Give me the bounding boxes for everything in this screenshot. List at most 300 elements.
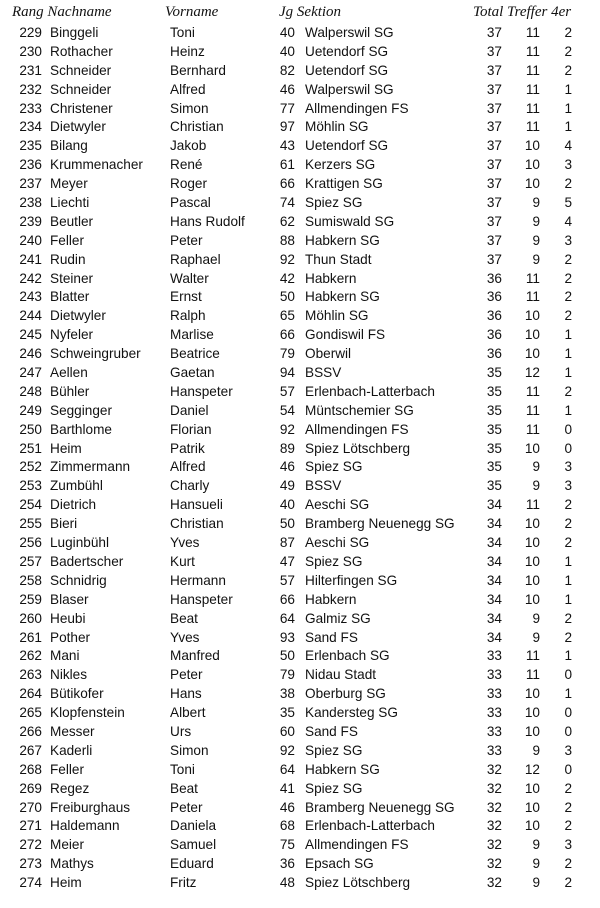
table-row xyxy=(0,685,600,704)
table-row xyxy=(0,704,600,723)
table-row xyxy=(0,100,600,119)
nachname-cell: Freiburghaus xyxy=(50,799,131,815)
vorname-cell: Manfred xyxy=(170,648,220,664)
sektion-cell: Spiez SG xyxy=(305,553,363,569)
sektion-cell: Oberburg SG xyxy=(305,686,386,702)
nachname-cell: Bühler xyxy=(50,383,90,399)
rang-cell: 272 xyxy=(19,837,42,853)
total-cell: 35 xyxy=(486,459,502,475)
nachname-cell: Schneider xyxy=(50,62,112,78)
rang-cell: 261 xyxy=(19,629,42,645)
table-row xyxy=(0,251,600,270)
total-cell: 37 xyxy=(486,157,502,173)
jahrgang-cell: 40 xyxy=(279,497,295,513)
header-vorname: Vorname xyxy=(165,4,219,20)
sektion-cell: Walperswil SG xyxy=(305,25,394,40)
vorname-cell: Peter xyxy=(170,667,203,683)
total-cell: 36 xyxy=(486,270,502,286)
rang-cell: 229 xyxy=(19,25,42,40)
treffer-cell: 9 xyxy=(532,742,540,758)
jahrgang-cell: 92 xyxy=(279,251,295,267)
vorname-cell: Beatrice xyxy=(170,346,220,362)
rang-cell: 253 xyxy=(19,478,42,494)
nachname-cell: Nikles xyxy=(50,667,88,683)
sektion-cell: Spiez SG xyxy=(305,742,363,758)
treffer-cell: 9 xyxy=(532,478,540,494)
jahrgang-cell: 50 xyxy=(279,648,295,664)
sektion-cell: Habkern xyxy=(305,591,357,607)
total-cell: 33 xyxy=(486,705,502,721)
sektion-cell: Hilterfingen SG xyxy=(305,572,398,588)
vierer-cell: 3 xyxy=(564,742,572,758)
treffer-cell: 11 xyxy=(525,497,540,513)
vorname-cell: Alfred xyxy=(170,459,206,475)
total-cell: 33 xyxy=(486,667,502,683)
vorname-cell: Patrik xyxy=(170,440,205,456)
table-row xyxy=(0,629,600,648)
vorname-cell: Christian xyxy=(170,516,224,532)
vorname-cell: Florian xyxy=(170,421,212,437)
jahrgang-cell: 97 xyxy=(279,119,295,135)
treffer-cell: 10 xyxy=(524,157,540,173)
sektion-cell: BSSV xyxy=(305,365,342,381)
nachname-cell: Bütikofer xyxy=(50,686,104,702)
table-row xyxy=(0,534,600,553)
sektion-cell: Epsach SG xyxy=(305,856,374,872)
treffer-cell: 10 xyxy=(524,686,540,702)
treffer-cell: 10 xyxy=(524,591,540,607)
treffer-cell: 9 xyxy=(532,610,540,626)
total-cell: 35 xyxy=(486,383,502,399)
treffer-cell: 10 xyxy=(524,535,540,551)
nachname-cell: Schnidrig xyxy=(50,572,107,588)
vierer-cell: 3 xyxy=(564,478,572,494)
nachname-cell: Barthlome xyxy=(50,421,112,437)
rang-cell: 256 xyxy=(19,535,42,551)
sektion-cell: Möhlin SG xyxy=(305,308,369,324)
jahrgang-cell: 60 xyxy=(279,723,295,739)
total-cell: 33 xyxy=(486,723,502,739)
jahrgang-cell: 46 xyxy=(279,81,295,97)
vierer-cell: 1 xyxy=(564,591,572,607)
rang-cell: 238 xyxy=(19,195,42,211)
table-row xyxy=(0,118,600,137)
vierer-cell: 1 xyxy=(564,648,572,664)
vierer-cell: 1 xyxy=(564,365,572,381)
jahrgang-cell: 40 xyxy=(279,25,295,40)
total-cell: 32 xyxy=(486,856,502,872)
table-row xyxy=(0,402,600,421)
vorname-cell: Beat xyxy=(170,780,198,796)
treffer-cell: 10 xyxy=(524,516,540,532)
table-row xyxy=(0,326,600,345)
treffer-cell: 10 xyxy=(524,553,540,569)
nachname-cell: Badertscher xyxy=(50,553,124,569)
table-row xyxy=(0,383,600,402)
vorname-cell: Raphael xyxy=(170,251,221,267)
total-cell: 33 xyxy=(486,742,502,758)
treffer-cell: 12 xyxy=(524,365,540,381)
rang-cell: 258 xyxy=(19,572,42,588)
vorname-cell: Marlise xyxy=(170,327,214,343)
rang-cell: 249 xyxy=(19,402,42,418)
total-cell: 36 xyxy=(486,308,502,324)
treffer-cell: 12 xyxy=(524,761,540,777)
jahrgang-cell: 49 xyxy=(279,478,295,494)
treffer-cell: 11 xyxy=(525,81,540,97)
sektion-cell: Uetendorf SG xyxy=(305,138,389,154)
rang-cell: 273 xyxy=(19,856,42,872)
sektion-cell: Sand FS xyxy=(305,723,358,739)
nachname-cell: Blaser xyxy=(50,591,89,607)
rang-cell: 243 xyxy=(19,289,42,305)
jahrgang-cell: 74 xyxy=(279,195,295,211)
jahrgang-cell: 57 xyxy=(279,383,295,399)
rang-cell: 264 xyxy=(19,686,42,702)
treffer-cell: 10 xyxy=(524,346,540,362)
rang-cell: 236 xyxy=(19,157,42,173)
nachname-cell: Heim xyxy=(50,875,82,891)
vierer-cell: 1 xyxy=(564,572,572,588)
vierer-cell: 2 xyxy=(564,535,572,551)
vierer-cell: 3 xyxy=(564,232,572,248)
jahrgang-cell: 40 xyxy=(279,43,295,59)
table-row xyxy=(0,43,600,62)
rang-cell: 237 xyxy=(19,176,42,192)
sektion-cell: Thun Stadt xyxy=(305,251,372,267)
jahrgang-cell: 66 xyxy=(279,327,295,343)
vierer-cell: 1 xyxy=(564,327,572,343)
vierer-cell: 2 xyxy=(564,875,572,891)
table-row xyxy=(0,62,600,81)
total-cell: 32 xyxy=(486,818,502,834)
total-cell: 37 xyxy=(486,119,502,135)
sektion-cell: Walperswil SG xyxy=(305,81,394,97)
nachname-cell: Dietwyler xyxy=(50,119,106,135)
jahrgang-cell: 94 xyxy=(279,365,295,381)
jahrgang-cell: 54 xyxy=(279,402,295,418)
table-row xyxy=(0,836,600,855)
nachname-cell: Heim xyxy=(50,440,82,456)
vierer-cell: 2 xyxy=(564,43,572,59)
rang-cell: 233 xyxy=(19,100,42,116)
table-row xyxy=(0,817,600,836)
treffer-cell: 11 xyxy=(525,648,540,664)
table-row xyxy=(0,194,600,213)
nachname-cell: Mathys xyxy=(50,856,94,872)
nachname-cell: Beutler xyxy=(50,213,94,229)
table-row xyxy=(0,175,600,194)
total-cell: 37 xyxy=(486,81,502,97)
total-cell: 33 xyxy=(486,686,502,702)
treffer-cell: 10 xyxy=(524,138,540,154)
vierer-cell: 2 xyxy=(564,516,572,532)
table-row xyxy=(0,780,600,799)
total-cell: 34 xyxy=(486,497,502,513)
nachname-cell: Rudin xyxy=(50,251,86,267)
total-cell: 34 xyxy=(486,610,502,626)
vorname-cell: Pascal xyxy=(170,195,211,211)
nachname-cell: Pother xyxy=(50,629,91,645)
sektion-cell: Spiez Lötschberg xyxy=(305,440,411,456)
nachname-cell: Heubi xyxy=(50,610,86,626)
total-cell: 37 xyxy=(486,213,502,229)
header-rang-nachname: Rang Nachname xyxy=(12,4,112,20)
vierer-cell: 2 xyxy=(564,780,572,796)
rang-cell: 244 xyxy=(19,308,42,324)
jahrgang-cell: 89 xyxy=(279,440,295,456)
nachname-cell: Steiner xyxy=(50,270,94,286)
sektion-cell: Spiez SG xyxy=(305,780,363,796)
vorname-cell: Hansueli xyxy=(170,497,223,513)
vierer-cell: 0 xyxy=(564,421,572,437)
treffer-cell: 11 xyxy=(525,667,540,683)
nachname-cell: Dietrich xyxy=(50,497,97,513)
vorname-cell: Hans Rudolf xyxy=(170,213,245,229)
jahrgang-cell: 64 xyxy=(279,761,295,777)
jahrgang-cell: 50 xyxy=(279,516,295,532)
treffer-cell: 11 xyxy=(525,100,540,116)
nachname-cell: Dietwyler xyxy=(50,308,106,324)
sektion-cell: Nidau Stadt xyxy=(305,667,377,683)
jahrgang-cell: 77 xyxy=(279,100,295,116)
vierer-cell: 1 xyxy=(564,402,572,418)
vierer-cell: 3 xyxy=(564,157,572,173)
nachname-cell: Feller xyxy=(50,761,84,777)
total-cell: 34 xyxy=(486,591,502,607)
vorname-cell: Albert xyxy=(170,705,206,721)
vierer-cell: 1 xyxy=(564,553,572,569)
sektion-cell: Erlenbach SG xyxy=(305,648,390,664)
jahrgang-cell: 92 xyxy=(279,742,295,758)
vierer-cell: 1 xyxy=(564,100,572,116)
vierer-cell: 2 xyxy=(564,856,572,872)
nachname-cell: Rothacher xyxy=(50,43,113,59)
total-cell: 32 xyxy=(486,837,502,853)
vorname-cell: Fritz xyxy=(170,875,197,891)
sektion-cell: Bramberg Neuenegg SG xyxy=(305,799,455,815)
total-cell: 33 xyxy=(486,648,502,664)
rang-cell: 247 xyxy=(19,365,42,381)
vorname-cell: Yves xyxy=(170,629,200,645)
jahrgang-cell: 68 xyxy=(279,818,295,834)
table-row xyxy=(0,496,600,515)
total-cell: 34 xyxy=(486,629,502,645)
treffer-cell: 9 xyxy=(532,629,540,645)
vierer-cell: 2 xyxy=(564,497,572,513)
rang-cell: 269 xyxy=(19,780,42,796)
vorname-cell: Jakob xyxy=(170,138,207,154)
vorname-cell: Gaetan xyxy=(170,365,215,381)
rang-cell: 246 xyxy=(19,346,42,362)
nachname-cell: Meyer xyxy=(50,176,88,192)
total-cell: 37 xyxy=(486,100,502,116)
rang-cell: 271 xyxy=(19,818,42,834)
rang-cell: 234 xyxy=(19,119,42,135)
nachname-cell: Blatter xyxy=(50,289,90,305)
rang-cell: 263 xyxy=(19,667,42,683)
table-row xyxy=(0,24,600,43)
vierer-cell: 2 xyxy=(564,308,572,324)
jahrgang-cell: 47 xyxy=(279,553,295,569)
table-row xyxy=(0,156,600,175)
table-row xyxy=(0,364,600,383)
vorname-cell: René xyxy=(170,157,203,173)
table-row xyxy=(0,477,600,496)
vorname-cell: Toni xyxy=(170,25,195,40)
vorname-cell: Samuel xyxy=(170,837,217,853)
nachname-cell: Aellen xyxy=(50,365,88,381)
vorname-cell: Alfred xyxy=(170,81,206,97)
vierer-cell: 0 xyxy=(564,440,572,456)
total-cell: 32 xyxy=(486,761,502,777)
vorname-cell: Roger xyxy=(170,176,208,192)
treffer-cell: 9 xyxy=(532,213,540,229)
vorname-cell: Simon xyxy=(170,742,209,758)
vierer-cell: 4 xyxy=(564,213,572,229)
table-row xyxy=(0,572,600,591)
table-row xyxy=(0,855,600,874)
jahrgang-cell: 42 xyxy=(279,270,295,286)
sektion-cell: Möhlin SG xyxy=(305,119,369,135)
rang-cell: 267 xyxy=(19,742,42,758)
rang-cell: 260 xyxy=(19,610,42,626)
vierer-cell: 2 xyxy=(564,176,572,192)
vierer-cell: 5 xyxy=(564,195,572,211)
sektion-cell: Aeschi SG xyxy=(305,535,370,551)
vorname-cell: Peter xyxy=(170,232,203,248)
sektion-cell: Allmendingen FS xyxy=(305,100,409,116)
vorname-cell: Ralph xyxy=(170,308,206,324)
vierer-cell: 2 xyxy=(564,610,572,626)
jahrgang-cell: 87 xyxy=(279,535,295,551)
treffer-cell: 10 xyxy=(524,327,540,343)
rang-cell: 259 xyxy=(19,591,42,607)
jahrgang-cell: 92 xyxy=(279,421,295,437)
total-cell: 35 xyxy=(486,421,502,437)
rang-cell: 270 xyxy=(19,799,42,815)
rang-cell: 230 xyxy=(19,43,42,59)
sektion-cell: Allmendingen FS xyxy=(305,421,409,437)
jahrgang-cell: 50 xyxy=(279,289,295,305)
sektion-cell: Spiez Lötschberg xyxy=(305,875,411,891)
sektion-cell: Habkern SG xyxy=(305,232,380,248)
rang-cell: 232 xyxy=(19,81,42,97)
sektion-cell: BSSV xyxy=(305,478,342,494)
vierer-cell: 0 xyxy=(564,705,572,721)
jahrgang-cell: 88 xyxy=(279,232,295,248)
table-row xyxy=(0,666,600,685)
nachname-cell: Nyfeler xyxy=(50,327,94,343)
total-cell: 37 xyxy=(486,62,502,78)
rang-cell: 242 xyxy=(19,270,42,286)
treffer-cell: 10 xyxy=(524,440,540,456)
vierer-cell: 0 xyxy=(564,667,572,683)
vorname-cell: Urs xyxy=(170,723,192,739)
sektion-cell: Erlenbach-Latterbach xyxy=(305,383,435,399)
treffer-cell: 10 xyxy=(524,780,540,796)
rang-cell: 231 xyxy=(19,62,42,78)
nachname-cell: Schweingruber xyxy=(50,346,141,362)
sektion-cell: Gondiswil FS xyxy=(305,327,386,343)
treffer-cell: 11 xyxy=(525,62,540,78)
total-cell: 34 xyxy=(486,553,502,569)
vorname-cell: Simon xyxy=(170,100,209,116)
nachname-cell: Christener xyxy=(50,100,113,116)
table-row xyxy=(0,307,600,326)
rang-cell: 257 xyxy=(19,553,42,569)
jahrgang-cell: 48 xyxy=(279,875,295,891)
jahrgang-cell: 65 xyxy=(279,308,295,324)
table-row xyxy=(0,742,600,761)
table-row xyxy=(0,440,600,459)
table-row xyxy=(0,647,600,666)
total-cell: 32 xyxy=(486,780,502,796)
jahrgang-cell: 36 xyxy=(279,856,295,872)
table-row xyxy=(0,761,600,780)
treffer-cell: 11 xyxy=(525,289,540,305)
rang-cell: 235 xyxy=(19,138,42,154)
total-cell: 35 xyxy=(486,478,502,494)
rang-cell: 251 xyxy=(19,440,42,456)
treffer-cell: 11 xyxy=(525,402,540,418)
nachname-cell: Regez xyxy=(50,780,90,796)
sektion-cell: Sumiswald SG xyxy=(305,213,395,229)
total-cell: 37 xyxy=(486,43,502,59)
sektion-cell: Uetendorf SG xyxy=(305,62,389,78)
vierer-cell: 1 xyxy=(564,81,572,97)
vorname-cell: Heinz xyxy=(170,43,205,59)
nachname-cell: Zimmermann xyxy=(50,459,131,475)
table-row xyxy=(0,345,600,364)
jahrgang-cell: 64 xyxy=(279,610,295,626)
total-cell: 32 xyxy=(486,799,502,815)
table-row xyxy=(0,458,600,477)
vierer-cell: 1 xyxy=(564,686,572,702)
total-cell: 34 xyxy=(486,535,502,551)
total-cell: 35 xyxy=(486,365,502,381)
header-jg-sektion: Jg Sektion xyxy=(279,4,342,20)
treffer-cell: 9 xyxy=(532,856,540,872)
vierer-cell: 2 xyxy=(564,799,572,815)
vierer-cell: 3 xyxy=(564,837,572,853)
table-row xyxy=(0,723,600,742)
jahrgang-cell: 66 xyxy=(279,591,295,607)
results-table xyxy=(0,24,600,893)
treffer-cell: 9 xyxy=(532,232,540,248)
treffer-cell: 10 xyxy=(524,176,540,192)
rang-cell: 254 xyxy=(19,497,42,513)
vorname-cell: Beat xyxy=(170,610,198,626)
sektion-cell: Erlenbach-Latterbach xyxy=(305,818,435,834)
jahrgang-cell: 61 xyxy=(279,157,295,173)
treffer-cell: 9 xyxy=(532,875,540,891)
total-cell: 36 xyxy=(486,346,502,362)
jahrgang-cell: 35 xyxy=(279,705,295,721)
total-cell: 32 xyxy=(486,875,502,891)
rang-cell: 248 xyxy=(19,383,42,399)
vorname-cell: Eduard xyxy=(170,856,214,872)
sektion-cell: Aeschi SG xyxy=(305,497,370,513)
vorname-cell: Ernst xyxy=(170,289,202,305)
treffer-cell: 10 xyxy=(524,572,540,588)
sektion-cell: Habkern xyxy=(305,270,357,286)
rang-cell: 255 xyxy=(19,516,42,532)
sektion-cell: Sand FS xyxy=(305,629,358,645)
rang-cell: 245 xyxy=(19,327,42,343)
nachname-cell: Schneider xyxy=(50,81,112,97)
treffer-cell: 11 xyxy=(525,383,540,399)
